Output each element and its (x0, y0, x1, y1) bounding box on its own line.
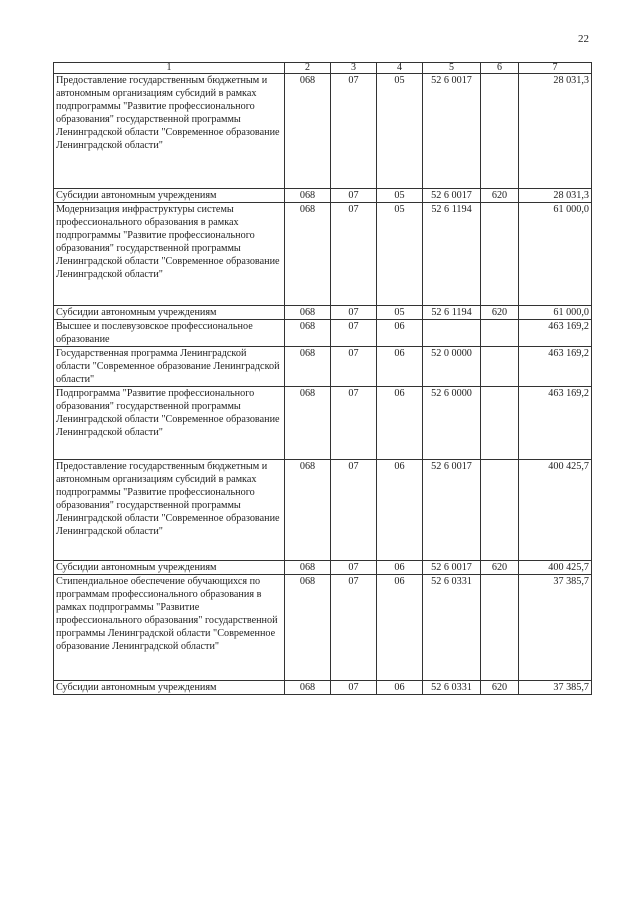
header-cell: 6 (481, 63, 519, 74)
ministry-code: 068 (285, 306, 331, 320)
subsection-code: 06 (377, 387, 423, 460)
subsection-code: 06 (377, 460, 423, 561)
header-cell: 2 (285, 63, 331, 74)
expense-kind-code: 620 (481, 681, 519, 695)
amount: 37 385,7 (519, 681, 592, 695)
expense-kind-code (481, 575, 519, 681)
row-name: Субсидии автономным учреждениям (54, 681, 285, 695)
section-code: 07 (331, 575, 377, 681)
row-name: Субсидии автономным учреждениям (54, 561, 285, 575)
row-name: Модернизация инфраструктуры системы профессионального образования в рамках подпрограммы "Развитие профессионального образования" государственной программы Ленинградской области "Современное образование Ленинградской области" (54, 203, 285, 306)
table-row (54, 387, 592, 460)
expense-kind-code: 620 (481, 189, 519, 203)
expense-kind-code (481, 203, 519, 306)
target-item-code: 52 6 0017 (423, 460, 481, 561)
header-cell: 7 (519, 63, 592, 74)
amount: 463 169,2 (519, 347, 592, 387)
row-name: Субсидии автономным учреждениям (54, 189, 285, 203)
target-item-code: 52 6 0000 (423, 387, 481, 460)
table-row (54, 460, 592, 561)
ministry-code: 068 (285, 460, 331, 561)
table-row (54, 561, 592, 575)
target-item-code (423, 320, 481, 347)
header-cell: 5 (423, 63, 481, 74)
section-code: 07 (331, 561, 377, 575)
subsection-code: 06 (377, 575, 423, 681)
subsection-code: 05 (377, 203, 423, 306)
row-name: Подпрограмма "Развитие профессионального образования" государственной программы Ленинградской области "Современное образование Ленинградской области" (54, 387, 285, 460)
row-name: Предоставление государственным бюджетным и автономным организациям субсидий в рамках подпрограммы "Развитие профессионального образования" государственной программы Ленинградской области "Современное образование Ленинградской области" (54, 74, 285, 189)
target-item-code: 52 6 0017 (423, 561, 481, 575)
table-row (54, 347, 592, 387)
subsection-code: 06 (377, 561, 423, 575)
subsection-code: 05 (377, 74, 423, 189)
table-row (54, 681, 592, 695)
row-name: Субсидии автономным учреждениям (54, 306, 285, 320)
amount: 463 169,2 (519, 320, 592, 347)
section-code: 07 (331, 347, 377, 387)
header-row (54, 63, 592, 74)
section-code: 07 (331, 74, 377, 189)
amount: 37 385,7 (519, 575, 592, 681)
ministry-code: 068 (285, 74, 331, 189)
subsection-code: 05 (377, 189, 423, 203)
ministry-code: 068 (285, 561, 331, 575)
expense-kind-code: 620 (481, 561, 519, 575)
target-item-code: 52 0 0000 (423, 347, 481, 387)
expense-kind-code (481, 460, 519, 561)
section-code: 07 (331, 681, 377, 695)
section-code: 07 (331, 203, 377, 306)
section-code: 07 (331, 306, 377, 320)
section-code: 07 (331, 320, 377, 347)
table-row (54, 189, 592, 203)
amount: 28 031,3 (519, 74, 592, 189)
target-item-code: 52 6 1194 (423, 203, 481, 306)
expense-kind-code: 620 (481, 306, 519, 320)
ministry-code: 068 (285, 681, 331, 695)
ministry-code: 068 (285, 189, 331, 203)
section-code: 07 (331, 189, 377, 203)
row-name: Государственная программа Ленинградской области "Современное образование Ленинградской области" (54, 347, 285, 387)
target-item-code: 52 6 0331 (423, 575, 481, 681)
target-item-code: 52 6 1194 (423, 306, 481, 320)
section-code: 07 (331, 387, 377, 460)
amount: 400 425,7 (519, 561, 592, 575)
amount: 28 031,3 (519, 189, 592, 203)
subsection-code: 05 (377, 306, 423, 320)
section-code: 07 (331, 460, 377, 561)
expense-kind-code (481, 320, 519, 347)
expense-kind-code (481, 74, 519, 189)
table-row (54, 203, 592, 306)
expense-kind-code (481, 387, 519, 460)
ministry-code: 068 (285, 347, 331, 387)
ministry-code: 068 (285, 203, 331, 306)
table-row (54, 320, 592, 347)
subsection-code: 06 (377, 681, 423, 695)
amount: 463 169,2 (519, 387, 592, 460)
table-row (54, 74, 592, 189)
target-item-code: 52 6 0331 (423, 681, 481, 695)
header-cell: 3 (331, 63, 377, 74)
amount: 61 000,0 (519, 203, 592, 306)
row-name: Стипендиальное обеспечение обучающихся по программам профессионального образования в рамках подпрограммы "Развитие профессионального образования" государственной программы Ленинградской области "Современное образование Ленинградской области" (54, 575, 285, 681)
row-name: Предоставление государственным бюджетным и автономным организациям субсидий в рамках подпрограммы "Развитие профессионального образования" государственной программы Ленинградской области "Современное образование Ленинградской области" (54, 460, 285, 561)
ministry-code: 068 (285, 320, 331, 347)
expense-kind-code (481, 347, 519, 387)
table-row (54, 575, 592, 681)
table-row (54, 306, 592, 320)
ministry-code: 068 (285, 575, 331, 681)
page-number: 22 (578, 33, 589, 45)
row-name: Высшее и послевузовское профессиональное образование (54, 320, 285, 347)
amount: 61 000,0 (519, 306, 592, 320)
subsection-code: 06 (377, 347, 423, 387)
ministry-code: 068 (285, 387, 331, 460)
target-item-code: 52 6 0017 (423, 189, 481, 203)
subsection-code: 06 (377, 320, 423, 347)
header-cell: 4 (377, 63, 423, 74)
header-cell: 1 (54, 63, 285, 74)
amount: 400 425,7 (519, 460, 592, 561)
target-item-code: 52 6 0017 (423, 74, 481, 189)
budget-table (53, 62, 592, 695)
